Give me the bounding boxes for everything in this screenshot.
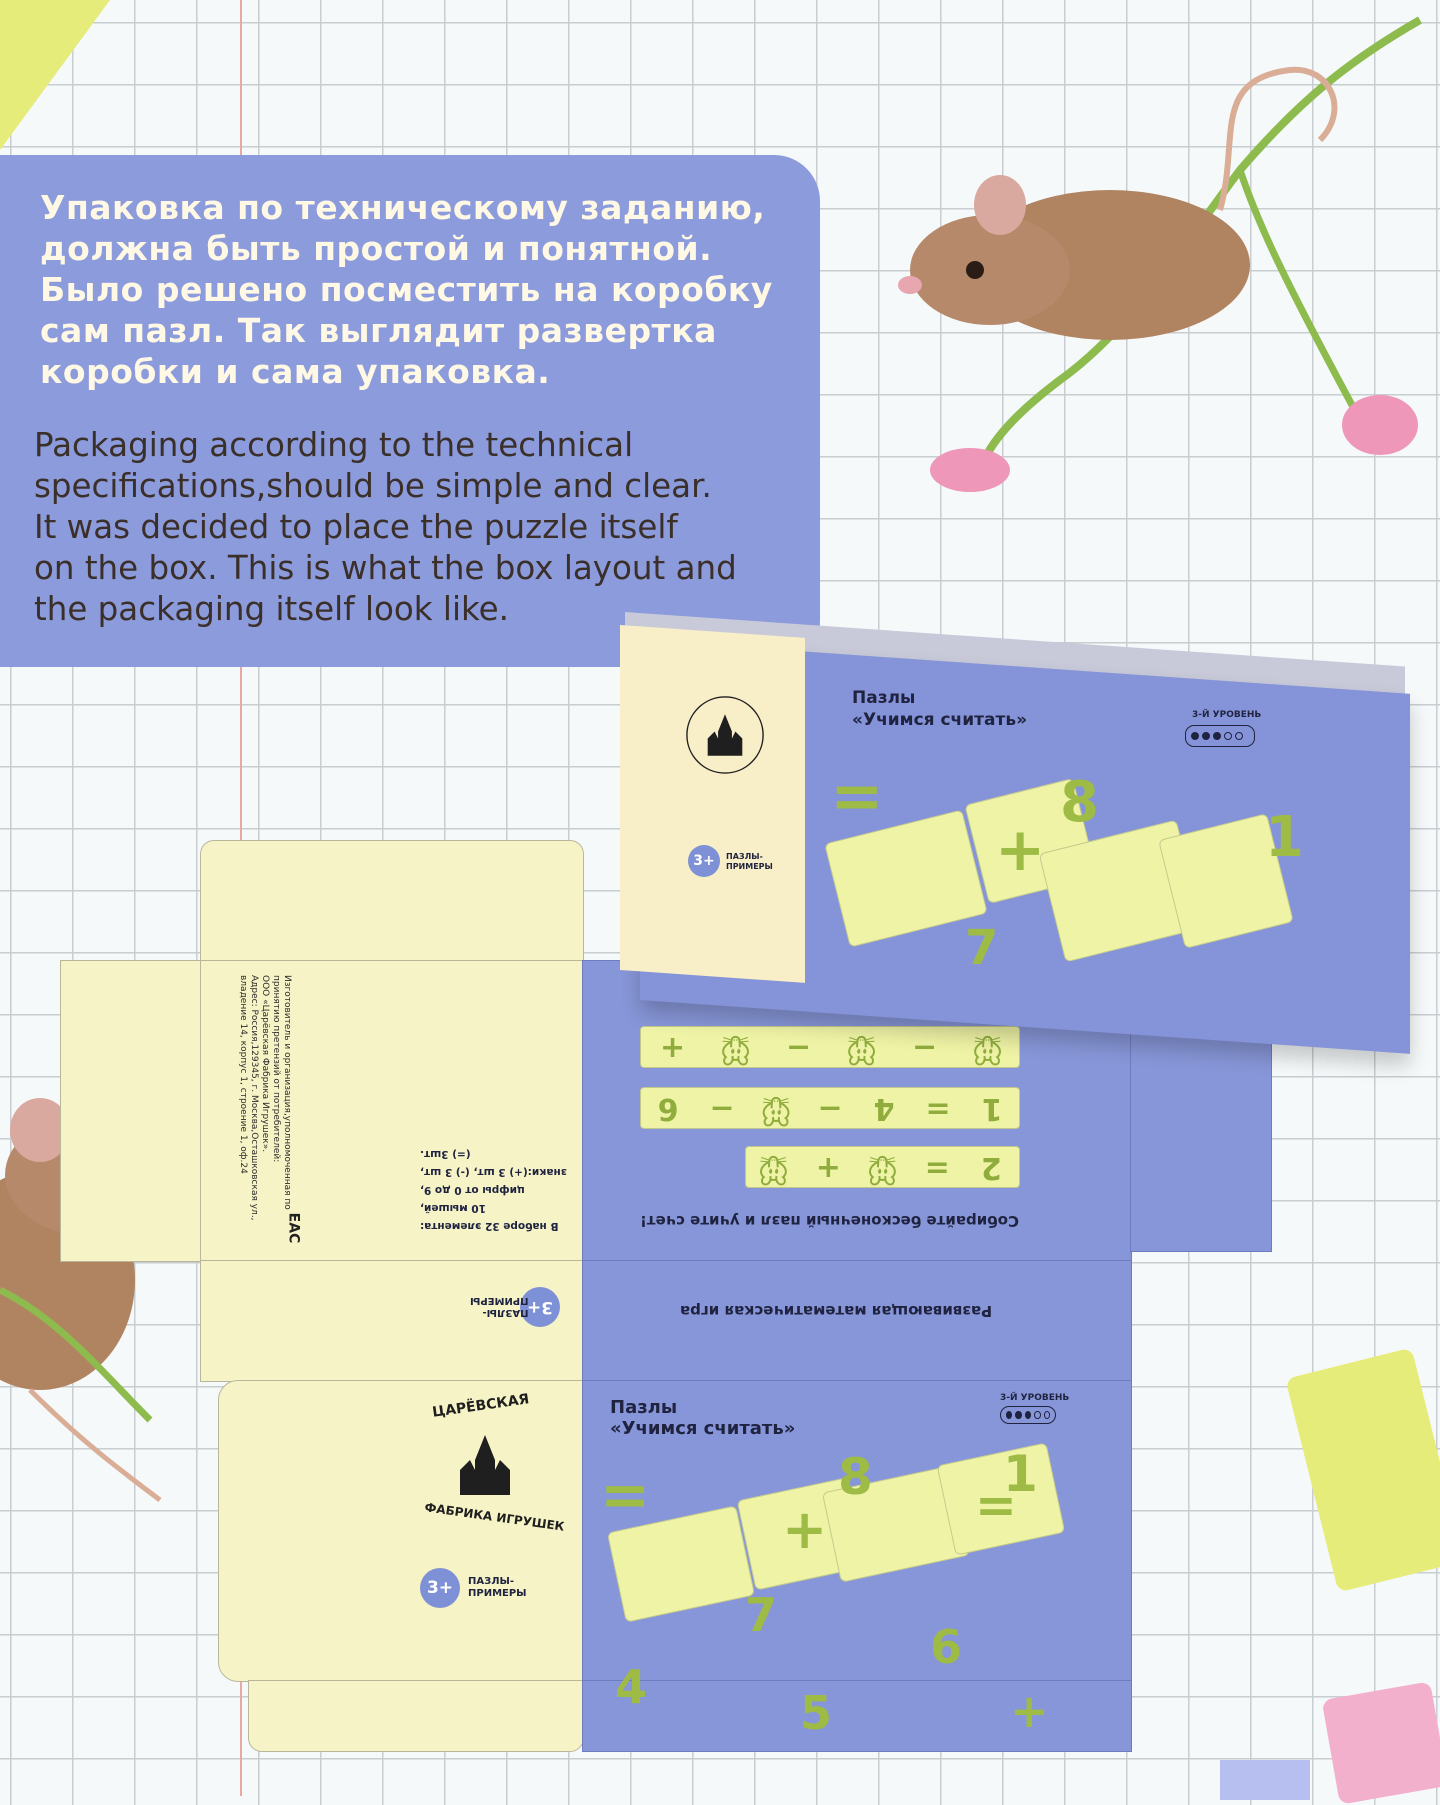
level-dot xyxy=(1235,732,1243,740)
product-title-line2: «Учимся считать» xyxy=(610,1418,796,1439)
level-dot xyxy=(1006,1411,1012,1419)
symbol-equals-2: = xyxy=(975,1476,1017,1534)
product-title-line1: Пазлы xyxy=(610,1397,678,1418)
puzzle-strip-1 xyxy=(640,1026,1020,1068)
level-indicator-box xyxy=(1185,725,1255,747)
age-badge-front: 3+ xyxy=(420,1568,460,1608)
level-dot xyxy=(1191,732,1199,740)
intro-panel xyxy=(0,155,820,667)
intro-text-ru: Упаковка по техническому заданию, должна быть простой и понятной. Было решено посместить на коробку сам пазл. Так выглядит развертка коробки и сама упаковка. xyxy=(40,188,773,391)
level-indicator-front xyxy=(1000,1406,1056,1424)
strip-1-item-5: 🐭 xyxy=(971,1029,1004,1065)
contents-text: В наборе 32 элемента: 10 мышей, цифры от 0 до 9, знаки:(+) 3 шт, (-) 3 шт, (=) 3шт. xyxy=(420,1148,567,1232)
strip-3-item-3: = xyxy=(924,1149,950,1185)
level-dot xyxy=(1202,732,1210,740)
brand-name-bottom: ФАБРИКА ИГРУШЕК xyxy=(423,1500,566,1534)
strip-3-item-2: 🐭 xyxy=(866,1149,899,1185)
age-badge-back: 3+ xyxy=(520,1287,560,1327)
intro-text-en: Packaging according to the technical specifications,should be simple and clear. It was decided to place the puzzle itself on the box. This is what the box layout and the packaging itself look like. xyxy=(34,426,737,628)
type-label-back: ПАЗЛЫ- ПРИМЕРЫ xyxy=(470,1295,529,1318)
strip-1-item-2: − xyxy=(785,1029,812,1065)
box-symbol-equals: = xyxy=(830,760,884,834)
symbol-four: 4 xyxy=(615,1660,648,1714)
symbol-eight: 8 xyxy=(838,1448,873,1506)
symbol-seven: 7 xyxy=(745,1588,778,1642)
symbol-equals: = xyxy=(600,1460,651,1530)
strip-1-item-4: − xyxy=(911,1029,938,1065)
strip-1-item-3: 🐭 xyxy=(845,1029,878,1065)
symbol-five: 5 xyxy=(800,1686,833,1740)
yellow-corner-shape xyxy=(0,0,110,150)
symbol-plus: + xyxy=(782,1498,828,1561)
strip-2-item-3: − xyxy=(817,1090,843,1126)
symbol-one: 1 xyxy=(1003,1445,1038,1503)
eac-mark: EAC xyxy=(285,1212,302,1244)
level-label-box: 3-Й УРОВЕНЬ xyxy=(1192,710,1262,720)
level-dot xyxy=(1034,1411,1040,1419)
box-3d-cream-end xyxy=(620,625,805,983)
dieline-bottom-flap xyxy=(248,1680,584,1752)
box-symbol-seven: 7 xyxy=(965,920,999,976)
dieline-top-flap xyxy=(200,840,584,962)
dieline-side-flap xyxy=(60,960,202,1262)
yellow-puzzle-shape-right xyxy=(1285,1348,1440,1593)
box-title-line1: Пазлы xyxy=(852,688,916,708)
symbol-plus-2: + xyxy=(1010,1684,1049,1738)
symbol-six: 6 xyxy=(930,1620,963,1674)
level-dot xyxy=(1213,732,1221,740)
slogan-text: Собирайте бесконечный пазл и учите счет! xyxy=(640,1212,1019,1230)
strip-1-item-0: + xyxy=(659,1029,686,1065)
type-label-front: ПАЗЛЫ- ПРИМЕРЫ xyxy=(468,1576,527,1599)
box-title-line2: «Учимся считать» xyxy=(852,710,1028,730)
subtitle-text: Развивающая математическая игра xyxy=(680,1302,993,1320)
mouse-illustration-top xyxy=(880,0,1440,500)
strip-2-item-1: − xyxy=(709,1090,735,1126)
strip-3-item-4: 2 xyxy=(981,1149,1003,1185)
box-symbol-plus: + xyxy=(995,815,1046,885)
castle-icon xyxy=(680,690,770,780)
strip-2-item-6: 1 xyxy=(981,1090,1003,1126)
dieline-blue-bottom xyxy=(582,1680,1132,1752)
puzzle-strip-2 xyxy=(640,1087,1020,1129)
age-badge-box: 3+ xyxy=(688,845,720,877)
strip-3-item-1: + xyxy=(815,1149,841,1185)
box-symbol-one: 1 xyxy=(1265,805,1304,870)
puzzle-strip-3 xyxy=(745,1146,1020,1188)
box-symbol-eight: 8 xyxy=(1060,770,1099,835)
level-label-front: 3-Й УРОВЕНЬ xyxy=(1000,1393,1070,1403)
manufacturer-text: Изготовитель и организация,уполномоченная по принятию претензий от потребителей: ООО «Царёвская Фабрика Игрушек». Адрес: Россия,129345, г. Москва,Осташковская ул., владение 14, корпус 1, строение 1, оф.24 xyxy=(238,975,292,1221)
level-dot xyxy=(1224,732,1232,740)
lavender-shape-bottom xyxy=(1220,1760,1310,1800)
dieline-blue-mid xyxy=(582,1260,1132,1382)
level-dot xyxy=(1015,1411,1021,1419)
strip-2-item-2: 🐭 xyxy=(760,1090,792,1126)
level-dot xyxy=(1025,1411,1031,1419)
brand-name-top: ЦАРЁВСКАЯ xyxy=(431,1391,531,1421)
strip-2-item-4: 4 xyxy=(873,1090,895,1126)
strip-2-item-0: 6 xyxy=(657,1090,679,1126)
type-label-box: ПАЗЛЫ- ПРИМЕРЫ xyxy=(726,852,773,871)
strip-1-item-1: 🐭 xyxy=(719,1029,752,1065)
strip-2-item-5: = xyxy=(925,1090,951,1126)
strip-3-item-0: 🐭 xyxy=(757,1149,789,1185)
pink-shape-bottom xyxy=(1322,1681,1440,1804)
level-dot xyxy=(1044,1411,1050,1419)
